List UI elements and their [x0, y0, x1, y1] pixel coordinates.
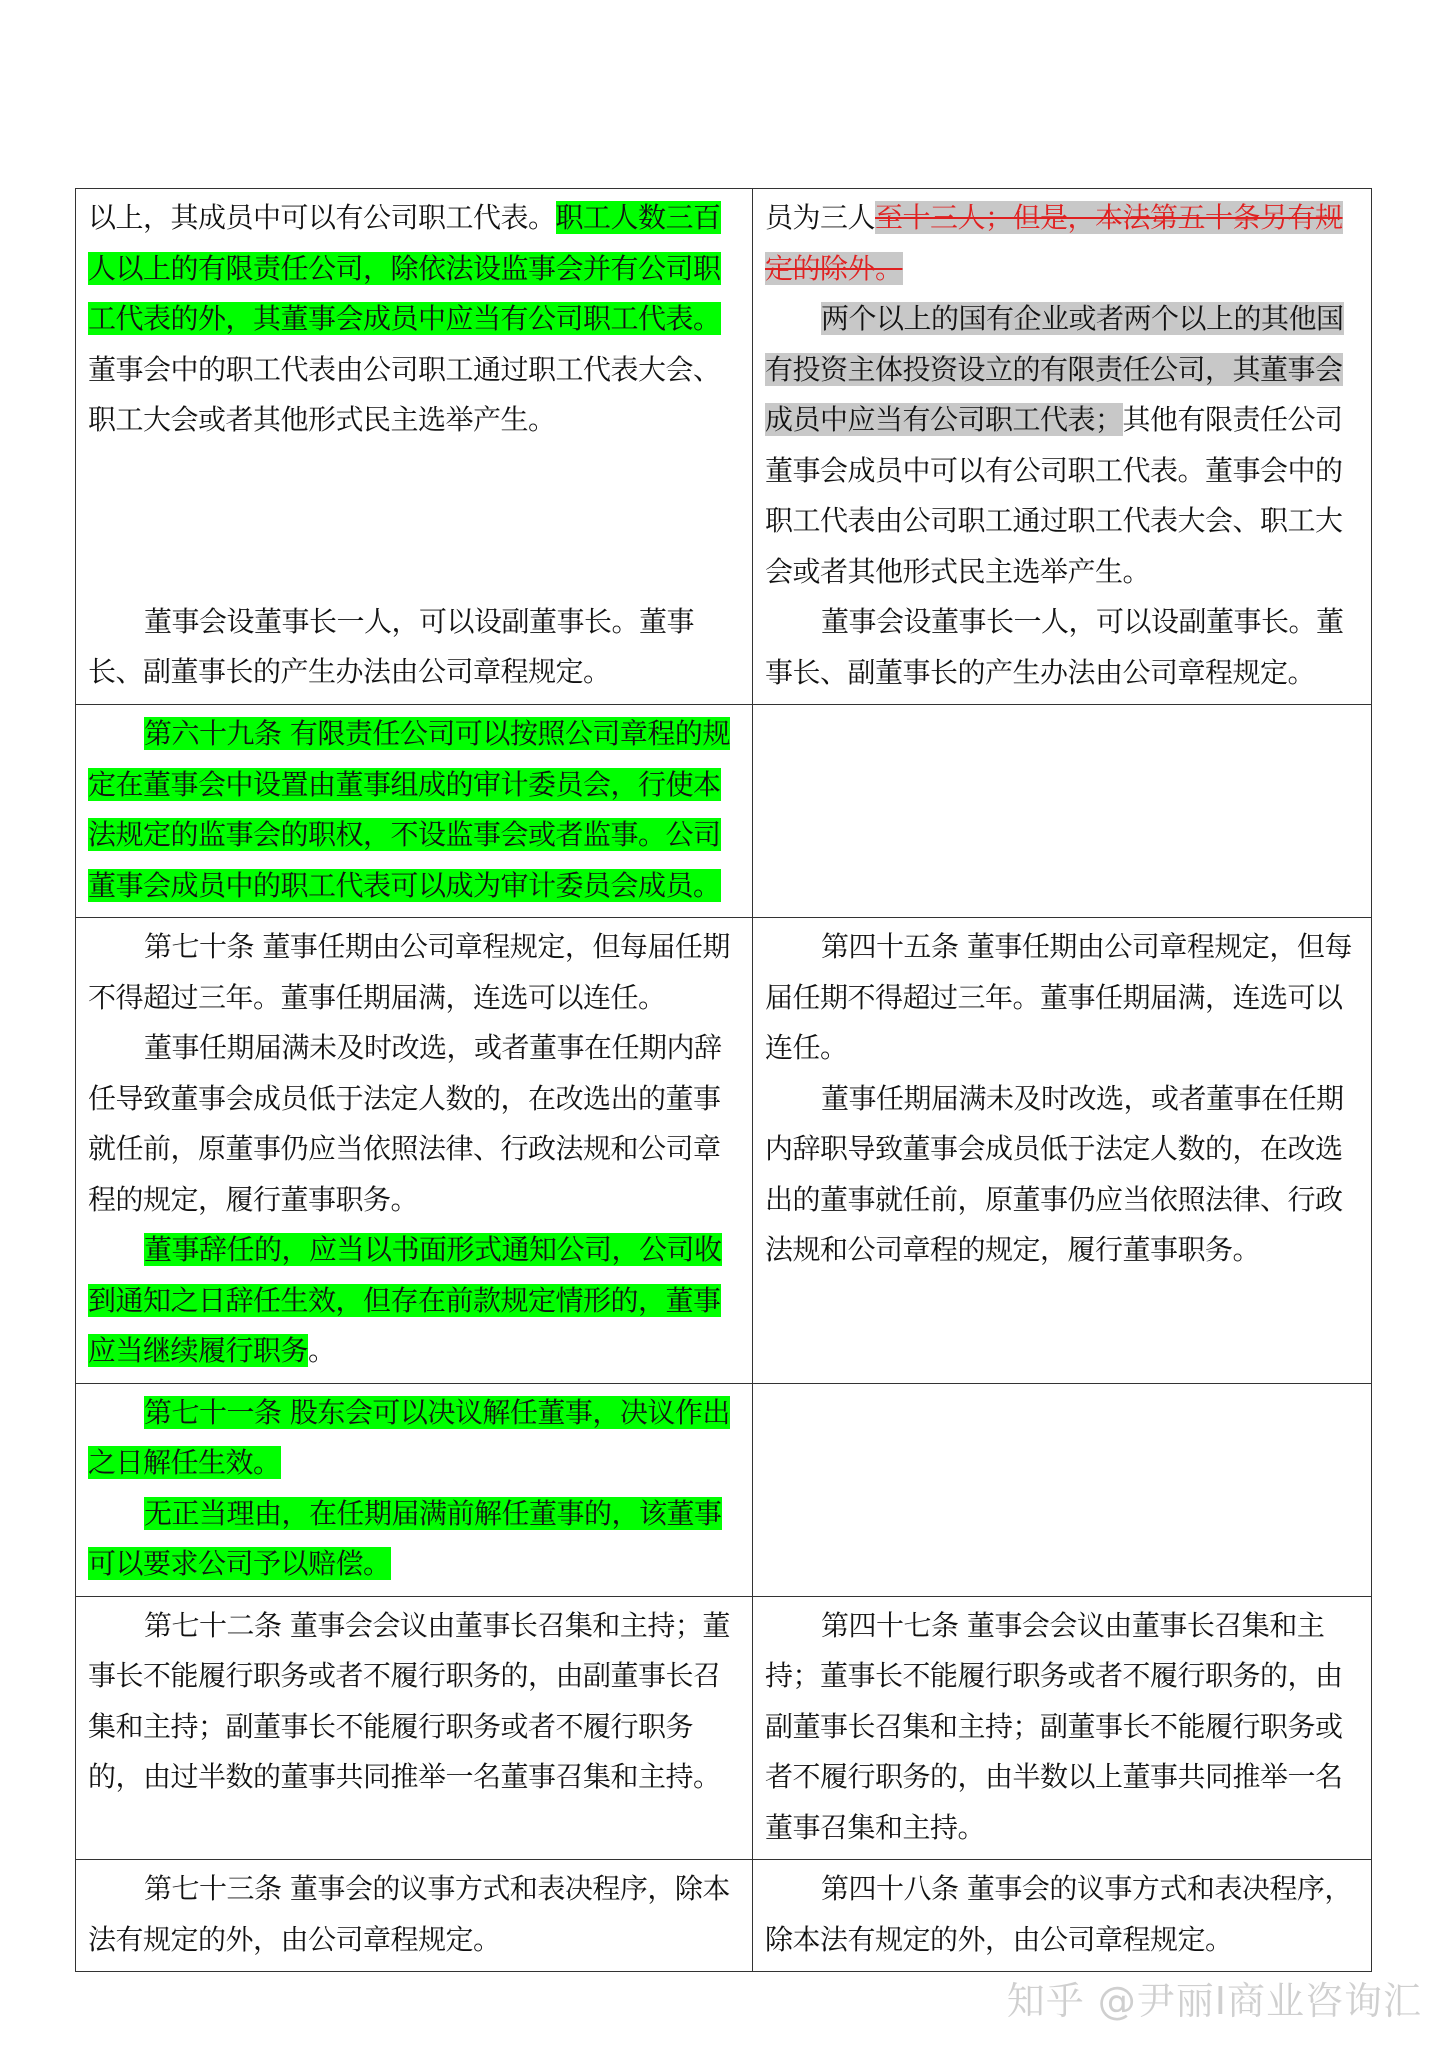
text: 其他有限责任公司董事会成员中可以有公司职工代表。董事会中的职工代表由公司职工通过职工代表大会、职工大会或者其他形式民主选举产生。: [765, 403, 1343, 588]
old-law-cell: [753, 1860, 1372, 1972]
paragraph: 第四十五条 董事任期由公司章程规定，但每届任期不得超过三年。董事任期届满，连选可以连任。: [765, 930, 1352, 1064]
paragraph: 第四十八条 董事会的议事方式和表决程序，除本法有规定的外，由公司章程规定。: [765, 1872, 1352, 1956]
paragraph: 第四十七条 董事会会议由董事长召集和主持；董事长不能履行职务或者不履行职务的，由副董事长召集和主持；副董事长不能履行职务或者不履行职务的，由半数以上董事共同推举一名董事召集和主持。: [765, 1608, 1343, 1844]
new-law-cell: [76, 1383, 753, 1596]
removed-text: 两个以上的国有企业或者两个以上的其他国有投资主体投资设立的有限责任公司，其董事会成员中应当有公司职工代表；: [765, 302, 1344, 436]
old-law-cell: [753, 918, 1372, 1384]
added-text: 董事辞任的，应当以书面形式通知公司，公司收到通知之日辞任生效，但存在前款规定情形的，董事应当继续履行职务: [88, 1233, 722, 1367]
paragraph: [88, 1225, 740, 1377]
text: 员为三人: [765, 201, 876, 234]
new-law-cell: [76, 1860, 753, 1972]
paragraph: [88, 1489, 740, 1590]
table-row: [76, 1596, 1372, 1860]
old-law-cell-empty: [753, 705, 1372, 918]
new-law-cell: [76, 189, 753, 705]
text: 董事会中的职工代表由公司职工通过职工代表大会、职工大会或者其他形式民主选举产生。: [88, 352, 721, 436]
paragraph: [765, 193, 1359, 294]
paragraph: [765, 294, 1359, 597]
added-text: 第七十一条 股东会可以决议解任董事，决议作出之日解任生效。: [88, 1395, 730, 1479]
added-text: 职工人数三百人以上的有限责任公司，除依法设监事会并有公司职工代表的外，其董事会成员中应当有公司职工代表。: [88, 201, 721, 335]
comparison-table: [75, 188, 1372, 1972]
paragraph: [88, 1388, 740, 1489]
old-law-cell: [753, 189, 1372, 705]
zhihu-watermark: 知乎 @尹丽I商业咨询汇: [1006, 1979, 1422, 2023]
added-text: 第六十九条 有限责任公司可以按照公司章程的规定在董事会中设置由董事组成的审计委员会，行使本法规定的监事会的职权，不设监事会或者监事。公司董事会成员中的职工代表可以成为审计委员会成员。: [88, 717, 730, 902]
added-text: 无正当理由，在任期届满前解任董事的，该董事可以要求公司予以赔偿。: [88, 1496, 722, 1580]
text: 。: [308, 1334, 336, 1367]
new-law-cell: [76, 1596, 753, 1860]
old-law-cell: [753, 1596, 1372, 1860]
deleted-text: 至十三人；但是，本法第五十条另有规定的除外。: [765, 201, 1343, 285]
paragraph: 董事会设董事长一人，可以设副董事长。董事长、副董事长的产生办法由公司章程规定。: [765, 605, 1344, 689]
table-row: [76, 189, 1372, 705]
paragraph: 第七十三条 董事会的议事方式和表决程序，除本法有规定的外，由公司章程规定。: [88, 1872, 730, 1956]
paragraph: 董事任期届满未及时改选，或者董事在任期内辞职导致董事会成员低于法定人数的，在改选出的董事就任前，原董事仍应当依照法律、行政法规和公司章程的规定，履行董事职务。: [765, 1081, 1344, 1266]
old-law-cell-empty: [753, 1383, 1372, 1596]
paragraph: [88, 709, 740, 911]
paragraph: 董事会设董事长一人，可以设副董事长。董事长、副董事长的产生办法由公司章程规定。: [88, 604, 695, 688]
paragraph: 第七十条 董事任期由公司章程规定，但每届任期不得超过三年。董事任期届满，连选可以连任。: [88, 930, 730, 1014]
table-row: [76, 705, 1372, 918]
table-row: [76, 1860, 1372, 1972]
new-law-cell: [76, 918, 753, 1384]
paragraph: [88, 193, 740, 446]
spacer: [88, 446, 740, 597]
table-row: [76, 918, 1372, 1384]
table-row: [76, 1383, 1372, 1596]
paragraph: 董事任期届满未及时改选，或者董事在任期内辞任导致董事会成员低于法定人数的，在改选出的董事就任前，原董事仍应当依照法律、行政法规和公司章程的规定，履行董事职务。: [88, 1031, 722, 1216]
paragraph: 第七十二条 董事会会议由董事长召集和主持；董事长不能履行职务或者不履行职务的，由副董事长召集和主持；副董事长不能履行职务或者不履行职务的，由过半数的董事共同推举一名董事召集和主持。: [88, 1608, 730, 1793]
new-law-cell: [76, 705, 753, 918]
text: 以上，其成员中可以有公司职工代表。: [88, 201, 556, 234]
